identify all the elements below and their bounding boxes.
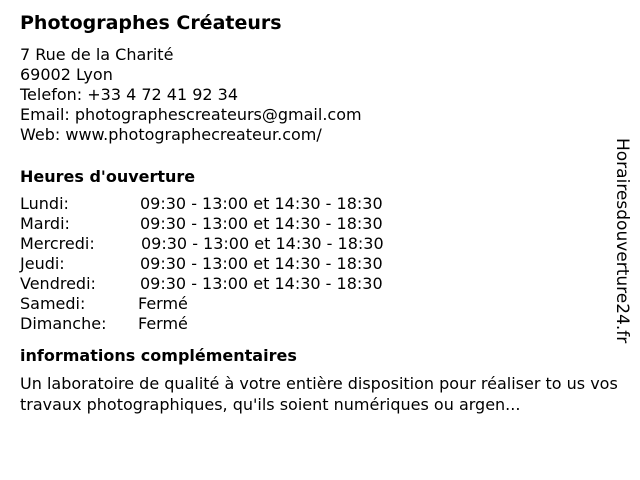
website: Web: www.photographecreateur.com/ bbox=[20, 125, 322, 144]
day-hours: 09:30 - 13:00 et 14:30 - 18:30 bbox=[140, 254, 383, 273]
business-name: Photographes Créateurs bbox=[20, 12, 282, 34]
day-hours: 09:30 - 13:00 et 14:30 - 18:30 bbox=[141, 234, 384, 253]
hours-row-sunday bbox=[20, 314, 620, 334]
day-label: Vendredi: bbox=[20, 274, 96, 293]
day-label: Jeudi: bbox=[20, 254, 65, 273]
day-hours: Fermé bbox=[138, 294, 188, 313]
address-city: 69002 Lyon bbox=[20, 65, 113, 84]
day-label: Dimanche: bbox=[20, 314, 107, 333]
hours-row-friday bbox=[20, 274, 620, 294]
day-label: Mardi: bbox=[20, 214, 70, 233]
phone-number: Telefon: +33 4 72 41 92 34 bbox=[20, 85, 239, 104]
day-hours: 09:30 - 13:00 et 14:30 - 18:30 bbox=[140, 214, 383, 233]
hours-row-monday bbox=[20, 194, 620, 214]
hours-row-thursday bbox=[20, 254, 620, 274]
hours-table bbox=[20, 194, 620, 334]
hours-row-tuesday bbox=[20, 214, 620, 234]
email-address: Email: photographescreateurs@gmail.com bbox=[20, 105, 362, 124]
site-watermark: Horairesdouverture24.fr bbox=[612, 138, 632, 344]
hours-row-wednesday bbox=[20, 234, 620, 254]
day-hours: Fermé bbox=[138, 314, 188, 333]
day-label: Lundi: bbox=[20, 194, 69, 213]
day-hours: 09:30 - 13:00 et 14:30 - 18:30 bbox=[140, 194, 383, 213]
address-street: 7 Rue de la Charité bbox=[20, 45, 174, 64]
hours-heading: Heures d'ouverture bbox=[20, 167, 196, 186]
hours-row-saturday bbox=[20, 294, 620, 314]
info-description: Un laboratoire de qualité à votre entière disposition pour réaliser to us vos travaux photographiques, qu'ils soient numériques ou argen... bbox=[20, 374, 618, 414]
business-card bbox=[20, 10, 620, 415]
day-label: Mercredi: bbox=[20, 234, 95, 253]
day-hours: 09:30 - 13:00 et 14:30 - 18:30 bbox=[140, 274, 383, 293]
day-label: Samedi: bbox=[20, 294, 86, 313]
info-heading: informations complémentaires bbox=[20, 346, 297, 365]
